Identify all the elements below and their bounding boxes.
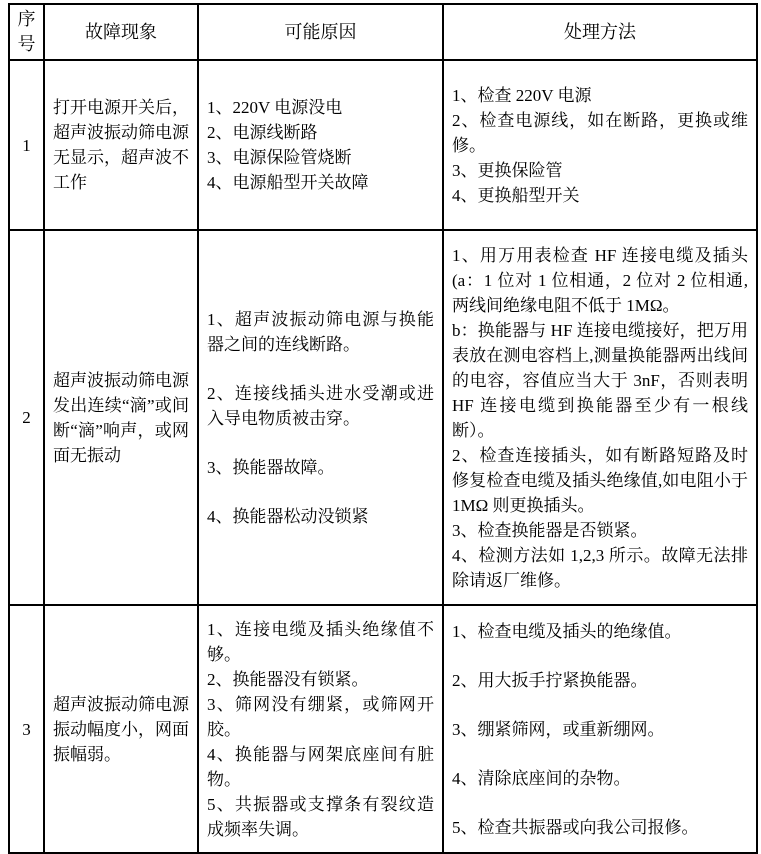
header-possible-cause: 可能原因 <box>198 4 443 60</box>
cause-line: 1、220V 电源没电 <box>207 98 343 117</box>
row-1-solutions <box>443 60 757 230</box>
table-row <box>9 230 757 605</box>
row-1-causes <box>198 60 443 230</box>
row-3-phenomenon: 超声波振动筛电源振动幅度小，网面振幅弱。 <box>44 605 198 853</box>
row-3-number: 3 <box>9 605 44 853</box>
header-fault-phenomenon: 故障现象 <box>44 4 198 60</box>
solution-line: 1、检查 220V 电源 <box>452 85 592 105</box>
solution-line: 5、检查共振器或向我公司报修。 <box>452 817 699 837</box>
cause-line: 5、共振器或支撑条有裂纹造成频率失调。 <box>207 794 434 839</box>
cause-line: 3、筛网没有绷紧，或筛网开胶。 <box>207 694 434 739</box>
row-2-phenomenon: 超声波振动筛电源发出连续“滴”或间断“滴”响声，或网面无振动 <box>44 230 198 605</box>
solution-line: 4、清除底座间的杂物。 <box>452 768 631 788</box>
solution-line: 2、检查电源线，如在断路，更换或维修。 <box>452 110 748 155</box>
cause-line: 3、电源保险管烧断 <box>207 148 352 167</box>
row-1-number: 1 <box>9 60 44 230</box>
solution-line: 2、用大扳手拧紧换能器。 <box>452 670 648 690</box>
cause-line: 2、换能器没有锁紧。 <box>207 669 369 689</box>
solution-line: 1、用万用表检查 HF 连接电缆及插头(a：1 位对 1 位相通，2 位对 2 位相通,两线间绝缘电阻不低于 1MΩ。 <box>452 245 748 315</box>
solution-line: 4、检测方法如 1,2,3 所示。故障无法排除请返厂维修。 <box>452 545 748 590</box>
cause-line: 3、换能器故障。 <box>207 457 335 477</box>
row-3-solutions <box>443 605 757 853</box>
troubleshooting-table <box>8 3 758 854</box>
row-1-phenomenon: 打开电源开关后，超声波振动筛电源无显示，超声波不工作 <box>44 60 198 230</box>
row-2-number: 2 <box>9 230 44 605</box>
row-2-causes <box>198 230 443 605</box>
header-row <box>9 4 757 60</box>
solution-line: 3、检查换能器是否锁紧。 <box>452 520 648 540</box>
cause-line: 1、超声波振动筛电源与换能器之间的连线断路。 <box>207 309 434 354</box>
cause-line: 4、换能器松动没锁紧 <box>207 506 369 526</box>
solution-line: 2、检查连接插头，如有断路短路及时修复检查电缆及插头绝缘值,如电阻小于 1MΩ 则更换插头。 <box>452 445 748 515</box>
solution-line: 1、检查电缆及插头的绝缘值。 <box>452 621 682 641</box>
row-2-solutions <box>443 230 757 605</box>
table-row <box>9 60 757 230</box>
cause-line: 4、换能器与网架底座间有脏物。 <box>207 744 434 789</box>
solution-line: 3、更换保险管 <box>452 160 563 180</box>
header-serial-number: 序号 <box>9 4 44 60</box>
header-solution: 处理方法 <box>443 4 757 60</box>
cause-line: 2、电源线断路 <box>207 123 318 142</box>
solution-line: 3、绷紧筛网，或重新绷网。 <box>452 719 665 739</box>
solution-line: b：换能器与 HF 连接电缆接好，把万用表放在测电容档上,测量换能器两出线间的电容，容值应当大于 3nF，否则表明 HF 连接电缆到换能器至少有一根线断）。 <box>452 320 748 440</box>
cause-line: 2、连接线插头进水受潮或进入导电物质被击穿。 <box>207 383 434 428</box>
cause-line: 1、连接电缆及插头绝缘值不够。 <box>207 619 434 664</box>
row-3-causes <box>198 605 443 853</box>
table-row <box>9 605 757 853</box>
solution-line: 4、更换船型开关 <box>452 185 580 205</box>
cause-line: 4、电源船型开关故障 <box>207 173 369 192</box>
